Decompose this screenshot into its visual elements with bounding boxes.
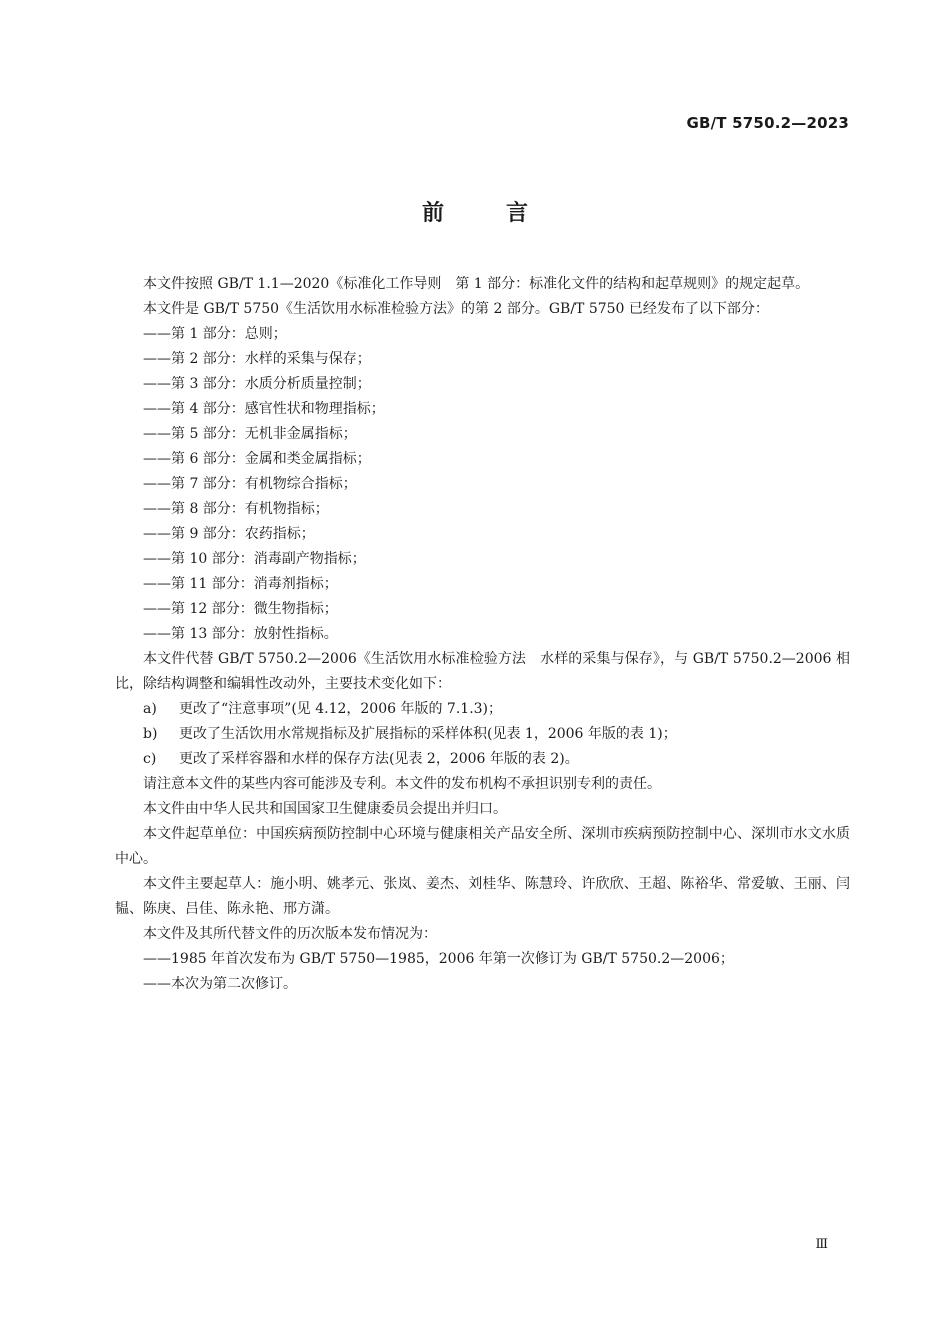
list-item: ——第 13 部分：放射性指标。 [143, 626, 338, 642]
list-item: ——第 4 部分：感官性状和物理指标； [143, 401, 385, 417]
list-item-label: a) [143, 701, 157, 717]
list-item-text: 更改了采样容器和水样的保存方法(见表 2，2006 年版的表 2)。 [179, 751, 579, 767]
list-item: ——第 6 部分：金属和类金属指标； [143, 451, 371, 467]
standard-number: GB/T 5750.2—2023 [686, 114, 849, 132]
list-item: ——第 12 部分：微生物指标； [143, 601, 338, 617]
list-item: ——第 8 部分：有机物指标； [143, 501, 329, 517]
list-item-text: 更改了“注意事项”(见 4.12，2006 年版的 7.1.3)； [179, 701, 503, 717]
list-item: ——第 10 部分：消毒副产物指标； [143, 551, 366, 567]
list-item-label: b) [143, 726, 158, 742]
list-item-label: c) [143, 751, 157, 767]
list-item [115, 722, 850, 747]
foreword-body [115, 272, 850, 997]
list-item: ——第 1 部分：总则； [143, 326, 287, 342]
list-item: ——第 3 部分：水质分析质量控制； [143, 376, 371, 392]
list-item: ——第 11 部分：消毒剂指标； [143, 576, 338, 592]
history-list [115, 947, 850, 997]
list-item-text: 更改了生活饮用水常规指标及扩展指标的采样体积(见表 1，2006 年版的表 1)； [179, 726, 677, 742]
list-item: ——第 2 部分：水样的采集与保存； [143, 351, 371, 367]
page-number: Ⅲ [815, 1237, 828, 1252]
list-item: ——1985 年首次发布为 GB/T 5750—1985，2006 年第一次修订为 GB/T 5750.2—2006； [143, 951, 734, 967]
list-item: ——第 5 部分：无机非金属指标； [143, 426, 357, 442]
paragraph-series-intro: 本文件是 GB/T 5750《生活饮用水标准检验方法》的第 2 部分。GB/T 5750 已经发布了以下部分： [143, 301, 769, 317]
list-item: ——第 9 部分：农药指标； [143, 526, 315, 542]
paragraph-drafters: 本文件主要起草人：施小明、姚孝元、张岚、姜杰、刘桂华、陈慧玲、许欣欣、王超、陈裕华、常爱敏、王丽、闫韫、陈庚、吕佳、陈永艳、邢方潇。 [115, 876, 850, 917]
changes-list [115, 697, 850, 772]
paragraph-drafting-units: 本文件起草单位：中国疾病预防控制中心环境与健康相关产品安全所、深圳市疾病预防控制中心、深圳市水文水质中心。 [115, 826, 850, 867]
page-title: 前言 [421, 201, 590, 226]
list-item [115, 747, 850, 772]
paragraph-drafting-rules: 本文件按照 GB/T 1.1—2020《标准化工作导则 第 1 部分：标准化文件的结构和起草规则》的规定起草。 [143, 276, 810, 292]
parts-list [115, 322, 850, 647]
paragraph-proposer: 本文件由中华人民共和国国家卫生健康委员会提出并归口。 [143, 801, 507, 817]
paragraph-history-intro: 本文件及其所代替文件的历次版本发布情况为： [143, 926, 437, 942]
list-item [115, 697, 850, 722]
paragraph-patent-notice: 请注意本文件的某些内容可能涉及专利。本文件的发布机构不承担识别专利的责任。 [143, 776, 661, 792]
list-item: ——第 7 部分：有机物综合指标； [143, 476, 357, 492]
paragraph-replacement: 本文件代替 GB/T 5750.2—2006《生活饮用水标准检验方法 水样的采集与保存》，与 GB/T 5750.2—2006 相比，除结构调整和编辑性改动外，主要技术变化如下： [115, 651, 850, 692]
list-item: ——本次为第二次修订。 [143, 976, 297, 992]
